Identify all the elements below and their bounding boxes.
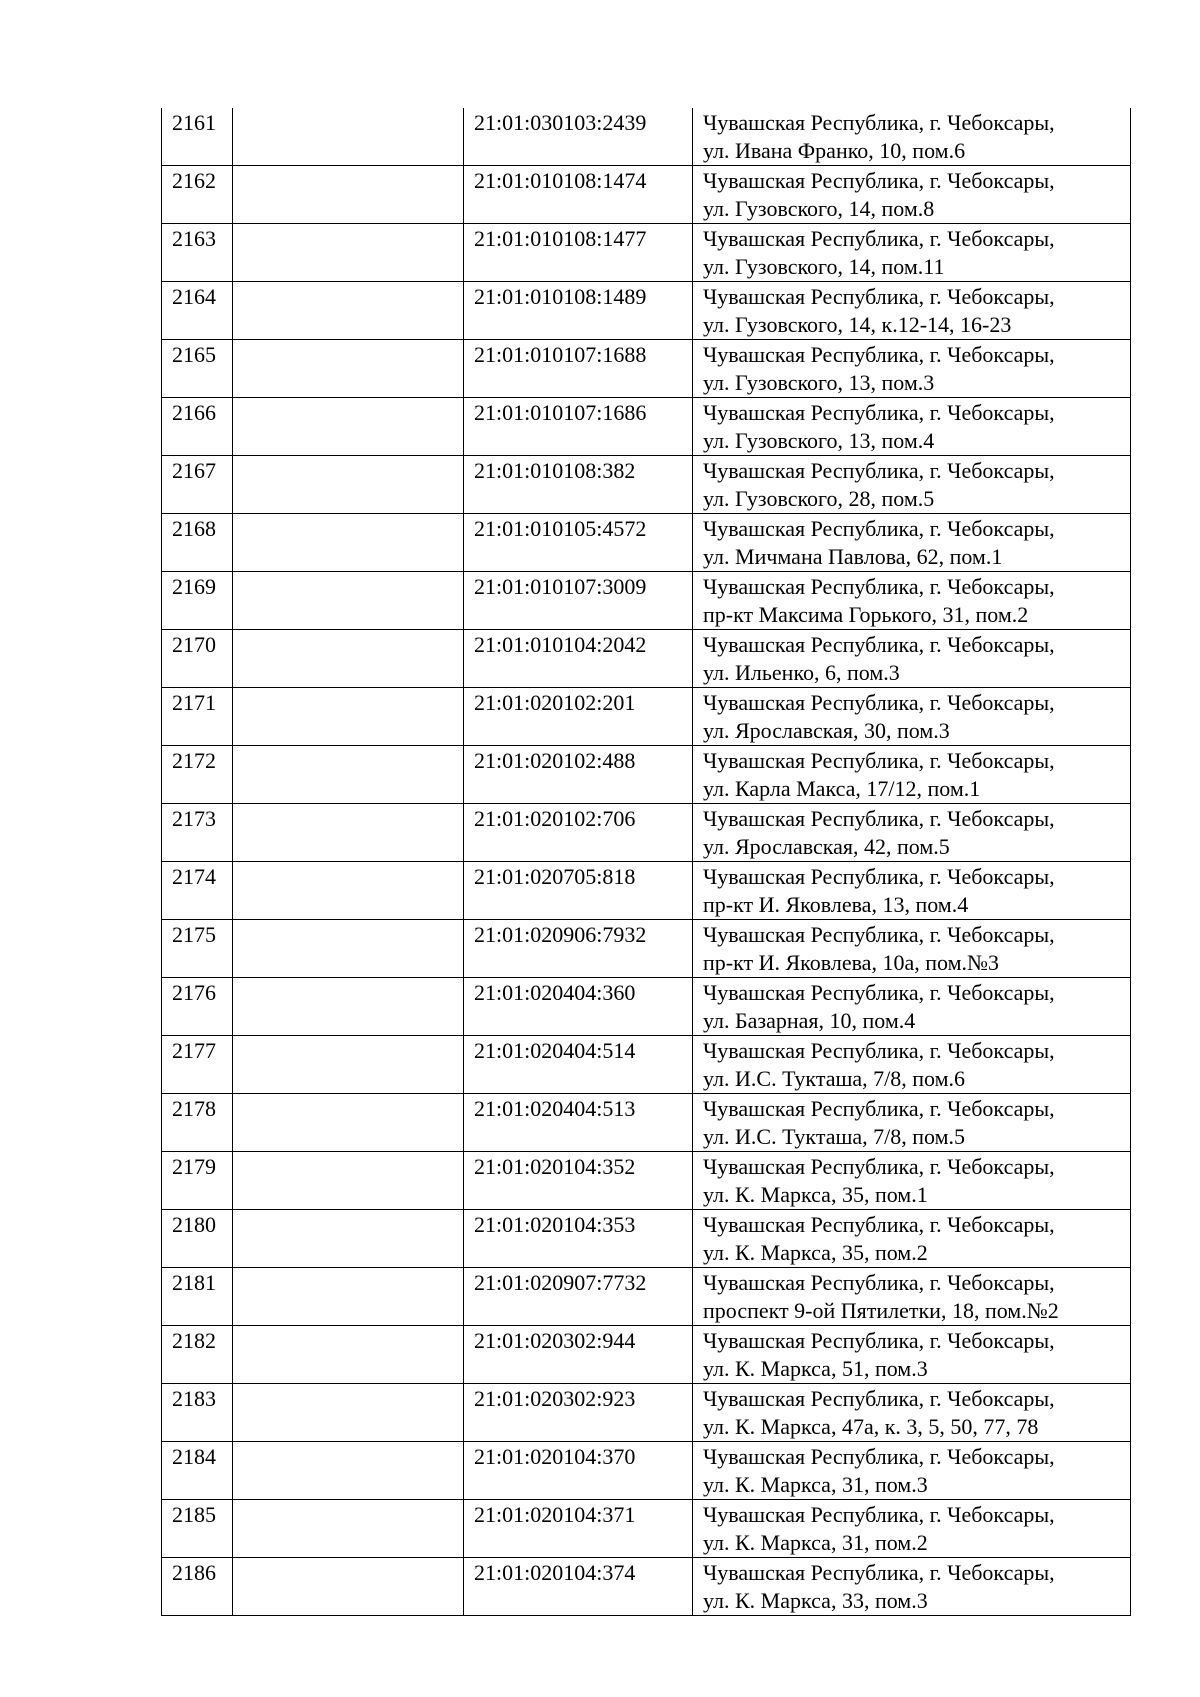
address-cell [693,804,1131,862]
address-line: Чувашская Республика, г. Чебоксары, [703,1154,1055,1179]
address-line: Чувашская Республика, г. Чебоксары, [703,110,1055,135]
address-line: ул. Карла Макса, 17/12, пом.1 [703,776,981,801]
address-cell [693,1210,1131,1268]
address-cell [693,1442,1131,1500]
table-row [162,514,1131,572]
table-row [162,456,1131,514]
cadastral-number-cell: 21:01:010107:1688 [464,340,693,398]
object-name-cell [233,688,464,746]
table-row [162,166,1131,224]
address-line: Чувашская Республика, г. Чебоксары, [703,516,1055,541]
address-line: Чувашская Республика, г. Чебоксары, [703,284,1055,309]
cadastral-number-cell: 21:01:020302:944 [464,1326,693,1384]
cadastral-number-cell: 21:01:010108:1477 [464,224,693,282]
cadastral-number-cell: 21:01:020906:7932 [464,920,693,978]
row-number-cell: 2184 [162,1442,233,1500]
address-line: ул. Ярославская, 42, пом.5 [703,834,950,859]
cadastral-number-cell: 21:01:030103:2439 [464,108,693,166]
address-cell [693,1094,1131,1152]
row-number-cell: 2182 [162,1326,233,1384]
address-line: ул. Гузовского, 28, пом.5 [703,486,935,511]
row-number-cell: 2173 [162,804,233,862]
address-line: Чувашская Республика, г. Чебоксары, [703,1502,1055,1527]
address-line: ул. Мичмана Павлова, 62, пом.1 [703,544,1003,569]
address-line: Чувашская Республика, г. Чебоксары, [703,922,1055,947]
row-number-cell: 2181 [162,1268,233,1326]
address-line: ул. К. Маркса, 31, пом.2 [703,1530,928,1555]
object-name-cell [233,804,464,862]
address-line: ул. К. Маркса, 35, пом.2 [703,1240,928,1265]
address-cell [693,1500,1131,1558]
address-line: ул. И.С. Тукташа, 7/8, пом.5 [703,1124,966,1149]
object-name-cell [233,978,464,1036]
object-name-cell [233,1442,464,1500]
object-name-cell [233,1326,464,1384]
address-cell [693,1326,1131,1384]
table-row [162,746,1131,804]
table-row [162,282,1131,340]
row-number-cell: 2169 [162,572,233,630]
cadastral-number-cell: 21:01:010107:3009 [464,572,693,630]
cadastral-number-cell: 21:01:020404:514 [464,1036,693,1094]
object-name-cell [233,166,464,224]
row-number-cell: 2161 [162,108,233,166]
address-cell [693,1558,1131,1616]
address-cell [693,746,1131,804]
registry-body [162,108,1131,1616]
object-name-cell [233,862,464,920]
cadastral-number-cell: 21:01:020907:7732 [464,1268,693,1326]
address-cell [693,340,1131,398]
address-cell [693,166,1131,224]
table-row [162,1268,1131,1326]
row-number-cell: 2165 [162,340,233,398]
address-line: ул. Гузовского, 13, пом.3 [703,370,935,395]
object-name-cell [233,224,464,282]
table-row [162,398,1131,456]
address-line: ул. И.С. Тукташа, 7/8, пом.6 [703,1066,966,1091]
table-row [162,1210,1131,1268]
address-line: ул. К. Маркса, 31, пом.3 [703,1472,928,1497]
address-line: Чувашская Республика, г. Чебоксары, [703,748,1055,773]
table-row [162,1500,1131,1558]
row-number-cell: 2183 [162,1384,233,1442]
address-line: Чувашская Республика, г. Чебоксары, [703,1386,1055,1411]
address-line: ул. Базарная, 10, пом.4 [703,1008,916,1033]
address-line: ул. Гузовского, 14, пом.11 [703,254,945,279]
address-line: ул. Ивана Франко, 10, пом.6 [703,138,966,163]
object-name-cell [233,1094,464,1152]
row-number-cell: 2163 [162,224,233,282]
object-name-cell [233,920,464,978]
object-name-cell [233,514,464,572]
address-line: Чувашская Республика, г. Чебоксары, [703,1328,1055,1353]
cadastral-number-cell: 21:01:020102:706 [464,804,693,862]
cadastral-number-cell: 21:01:020404:513 [464,1094,693,1152]
object-name-cell [233,1152,464,1210]
row-number-cell: 2175 [162,920,233,978]
address-cell [693,688,1131,746]
address-line: пр-кт И. Яковлева, 10а, пом.№3 [703,950,999,975]
cadastral-number-cell: 21:01:020104:374 [464,1558,693,1616]
address-line: пр-кт И. Яковлева, 13, пом.4 [703,892,969,917]
object-name-cell [233,1558,464,1616]
row-number-cell: 2168 [162,514,233,572]
address-cell [693,1268,1131,1326]
cadastral-number-cell: 21:01:010108:1489 [464,282,693,340]
table-row [162,1326,1131,1384]
address-line: ул. К. Маркса, 47а, к. 3, 5, 50, 77, 78 [703,1414,1039,1439]
cadastral-number-cell: 21:01:010104:2042 [464,630,693,688]
address-line: ул. Гузовского, 13, пом.4 [703,428,935,453]
address-line: ул. К. Маркса, 51, пом.3 [703,1356,928,1381]
cadastral-number-cell: 21:01:020104:353 [464,1210,693,1268]
address-line: ул. Ильенко, 6, пом.3 [703,660,900,685]
address-line: Чувашская Республика, г. Чебоксары, [703,864,1055,889]
table-row [162,862,1131,920]
table-row [162,1558,1131,1616]
row-number-cell: 2164 [162,282,233,340]
table-row [162,1036,1131,1094]
row-number-cell: 2179 [162,1152,233,1210]
row-number-cell: 2172 [162,746,233,804]
table-row [162,630,1131,688]
table-row [162,688,1131,746]
table-row [162,920,1131,978]
address-line: пр-кт Максима Горького, 31, пом.2 [703,602,1029,627]
row-number-cell: 2178 [162,1094,233,1152]
row-number-cell: 2174 [162,862,233,920]
table-row [162,1152,1131,1210]
table-row [162,224,1131,282]
address-line: ул. Гузовского, 14, к.12-14, 16-23 [703,312,1012,337]
address-line: ул. Ярославская, 30, пом.3 [703,718,950,743]
address-cell [693,978,1131,1036]
row-number-cell: 2166 [162,398,233,456]
address-line: Чувашская Республика, г. Чебоксары, [703,400,1055,425]
address-line: Чувашская Республика, г. Чебоксары, [703,1096,1055,1121]
cadastral-number-cell: 21:01:020104:352 [464,1152,693,1210]
cadastral-number-cell: 21:01:010105:4572 [464,514,693,572]
table-row [162,108,1131,166]
row-number-cell: 2171 [162,688,233,746]
address-cell [693,862,1131,920]
address-cell [693,456,1131,514]
table-row [162,978,1131,1036]
row-number-cell: 2180 [162,1210,233,1268]
address-cell [693,224,1131,282]
table-row [162,1094,1131,1152]
object-name-cell [233,340,464,398]
address-line: Чувашская Республика, г. Чебоксары, [703,1212,1055,1237]
row-number-cell: 2185 [162,1500,233,1558]
table-row [162,804,1131,862]
address-line: ул. Гузовского, 14, пом.8 [703,196,935,221]
address-cell [693,572,1131,630]
object-name-cell [233,1210,464,1268]
object-name-cell [233,108,464,166]
address-cell [693,398,1131,456]
object-name-cell [233,398,464,456]
object-name-cell [233,456,464,514]
cadastral-number-cell: 21:01:020102:201 [464,688,693,746]
object-name-cell [233,1384,464,1442]
table-row [162,1384,1131,1442]
row-number-cell: 2170 [162,630,233,688]
address-cell [693,282,1131,340]
address-line: Чувашская Республика, г. Чебоксары, [703,226,1055,251]
address-line: проспект 9-ой Пятилетки, 18, пом.№2 [703,1298,1059,1323]
row-number-cell: 2176 [162,978,233,1036]
address-line: Чувашская Республика, г. Чебоксары, [703,690,1055,715]
object-name-cell [233,282,464,340]
row-number-cell: 2167 [162,456,233,514]
address-line: Чувашская Республика, г. Чебоксары, [703,1444,1055,1469]
address-line: Чувашская Республика, г. Чебоксары, [703,1270,1055,1295]
row-number-cell: 2186 [162,1558,233,1616]
cadastral-number-cell: 21:01:010108:382 [464,456,693,514]
table-row [162,1442,1131,1500]
address-cell [693,1152,1131,1210]
address-line: Чувашская Республика, г. Чебоксары, [703,1038,1055,1063]
address-cell [693,630,1131,688]
address-cell [693,108,1131,166]
cadastral-number-cell: 21:01:020104:371 [464,1500,693,1558]
object-name-cell [233,1036,464,1094]
address-cell [693,514,1131,572]
table-row [162,340,1131,398]
cadastral-number-cell: 21:01:010107:1686 [464,398,693,456]
cadastral-number-cell: 21:01:020705:818 [464,862,693,920]
address-line: Чувашская Республика, г. Чебоксары, [703,168,1055,193]
cadastral-number-cell: 21:01:010108:1474 [464,166,693,224]
address-cell [693,920,1131,978]
cadastral-number-cell: 21:01:020104:370 [464,1442,693,1500]
cadastral-number-cell: 21:01:020102:488 [464,746,693,804]
address-line: Чувашская Республика, г. Чебоксары, [703,980,1055,1005]
cadastral-number-cell: 21:01:020404:360 [464,978,693,1036]
address-cell [693,1036,1131,1094]
cadastral-number-cell: 21:01:020302:923 [464,1384,693,1442]
address-line: Чувашская Республика, г. Чебоксары, [703,574,1055,599]
address-line: Чувашская Республика, г. Чебоксары, [703,1560,1055,1585]
property-registry-table [161,108,1131,1616]
table-row [162,572,1131,630]
object-name-cell [233,746,464,804]
object-name-cell [233,1500,464,1558]
address-line: Чувашская Республика, г. Чебоксары, [703,632,1055,657]
address-cell [693,1384,1131,1442]
object-name-cell [233,1268,464,1326]
object-name-cell [233,630,464,688]
row-number-cell: 2177 [162,1036,233,1094]
address-line: ул. К. Маркса, 35, пом.1 [703,1182,928,1207]
address-line: Чувашская Республика, г. Чебоксары, [703,458,1055,483]
row-number-cell: 2162 [162,166,233,224]
address-line: Чувашская Республика, г. Чебоксары, [703,806,1055,831]
address-line: ул. К. Маркса, 33, пом.3 [703,1588,928,1613]
address-line: Чувашская Республика, г. Чебоксары, [703,342,1055,367]
object-name-cell [233,572,464,630]
